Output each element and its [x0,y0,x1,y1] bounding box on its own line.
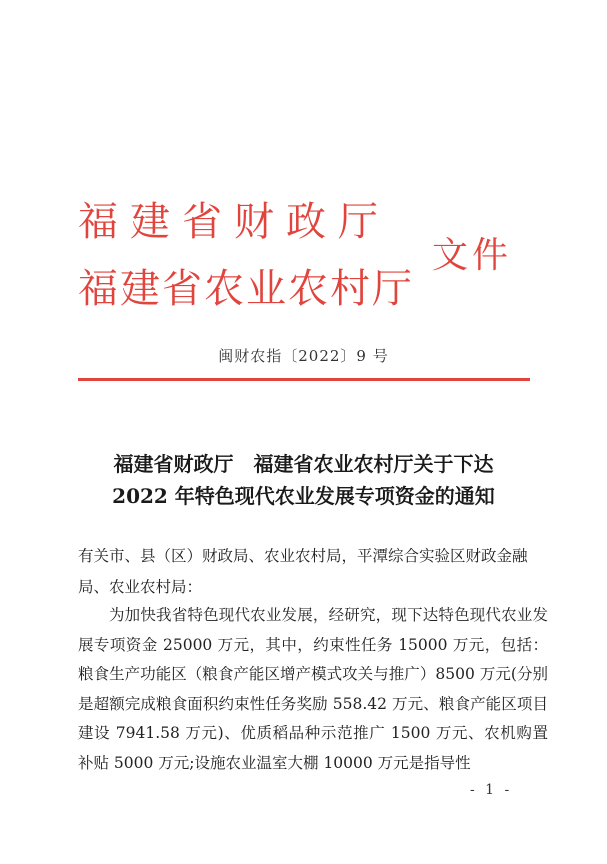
red-separator-line [78,378,530,381]
document-number: 闽财农指〔2022〕9 号 [218,347,389,365]
issuer-agriculture-department: 福建省农业农村厅 [78,266,414,312]
addressee: 有关市、县（区）财政局、农业农村局，平潭综合实验区财政金融局、农业农村局： [78,547,528,596]
title-line-2: 2022 年特色现代农业发展专项资金的通知 [112,484,495,508]
document-title [40,448,567,512]
document-label: 文件 [432,235,513,276]
title-line-1: 福建省财政厅 福建省农业农村厅关于下达 [113,452,494,476]
page-number: - 1 - [470,782,513,798]
issuer-finance-department: 福建省财政厅 [78,199,390,245]
body-paragraph: 为加快我省特色现代农业发展，经研究，现下达特色现代农业发展专项资金 25000 万元，其中，约束性任务 15000 万元，包括：粮食生产功能区（粮食产能区增产模式攻关与推广）8500 万元(分别是超额完成粮食面积约束性任务奖励 558.42 万元、粮食产能区项目建设 7941.58 万元)、优质稻品种示范推广 1500 万元、农机购置补贴 5000 万元;设施农业温室大棚 10000 万元是指导性 [78,606,548,772]
